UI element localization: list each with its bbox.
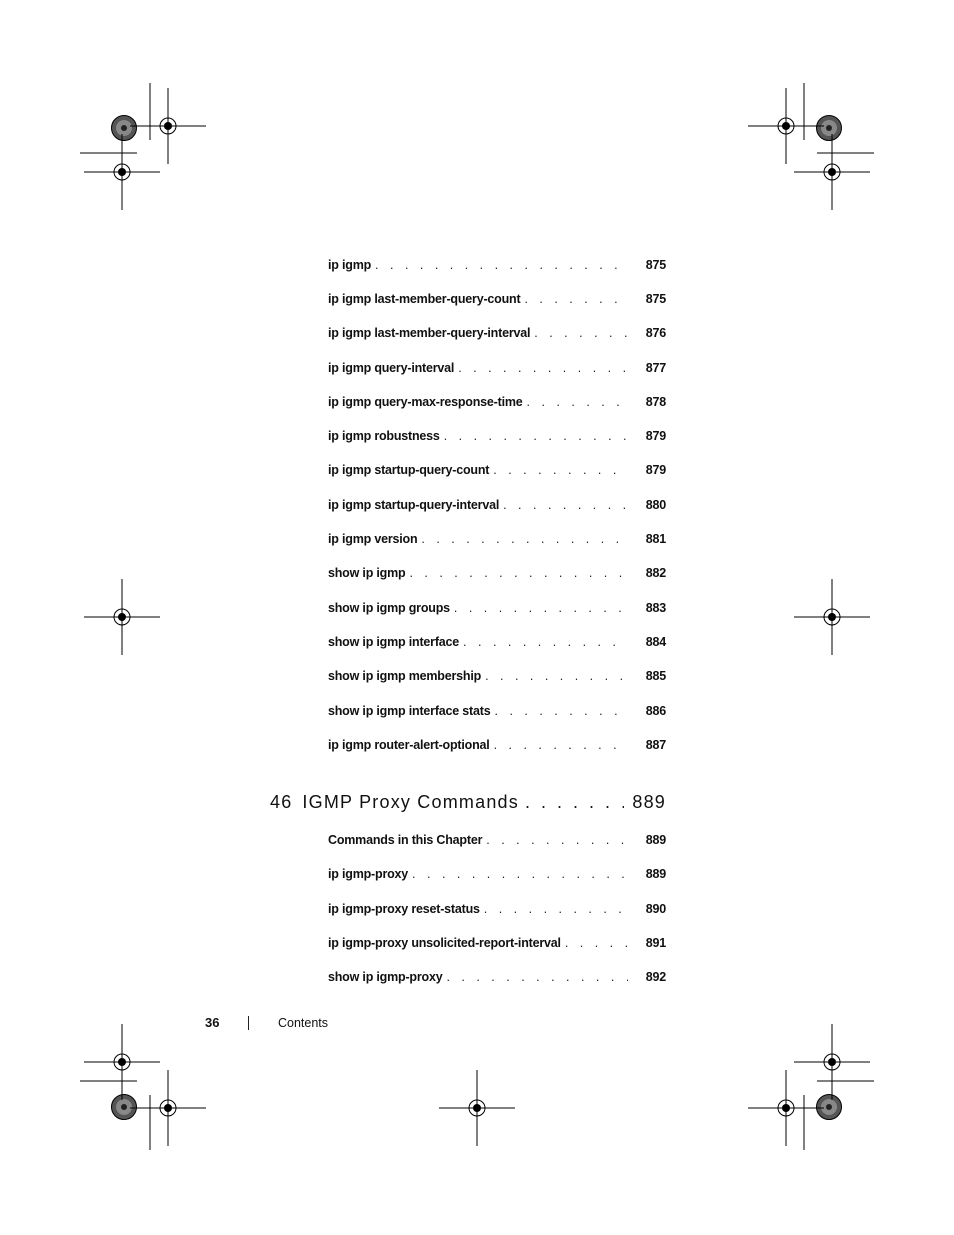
toc-entry-label: ip igmp-proxy	[328, 867, 409, 881]
dot-leader	[494, 738, 628, 752]
crosshair-icon	[748, 1070, 824, 1146]
dot-leader	[454, 601, 628, 615]
toc-entry-page: 880	[645, 498, 666, 512]
toc-entry-label: ip igmp robustness	[328, 429, 440, 443]
toc-entry-label: ip igmp last-member-query-count	[328, 292, 521, 306]
toc-entry[interactable]	[328, 395, 666, 415]
toc-entry-page: 889	[645, 867, 666, 881]
toc-entry-page: 885	[645, 669, 666, 683]
toc-entry-label: Commands in this Chapter	[328, 833, 483, 847]
crosshair-icon	[84, 1024, 160, 1100]
dot-leader	[463, 635, 628, 649]
toc-entry[interactable]	[328, 292, 666, 312]
dot-leader	[412, 867, 628, 881]
dot-leader	[495, 704, 629, 718]
crosshair-icon	[84, 134, 160, 210]
toc-entry-label: ip igmp-proxy unsolicited-report-interval	[328, 936, 561, 950]
crosshair-icon	[439, 1070, 515, 1146]
toc-entry-label: show ip igmp membership	[328, 669, 482, 683]
toc-entry-label: ip igmp router-alert-optional	[328, 738, 490, 752]
dot-leader	[444, 429, 628, 443]
toc-entry[interactable]	[328, 258, 666, 278]
dot-leader	[565, 936, 628, 950]
dot-leader	[458, 361, 628, 375]
chapter-number: 46	[270, 792, 293, 812]
toc-entry[interactable]	[328, 867, 666, 887]
dot-leader	[503, 498, 628, 512]
footer-divider	[248, 1016, 249, 1030]
dot-leader	[421, 532, 628, 546]
toc-entry[interactable]	[328, 361, 666, 381]
toc-entry-page: 886	[645, 704, 666, 718]
toc-entry[interactable]	[328, 669, 666, 689]
toc-entry-label: ip igmp version	[328, 532, 418, 546]
toc-entry-page: 889	[645, 833, 666, 847]
crosshair-icon	[794, 579, 870, 655]
toc-entry[interactable]	[328, 704, 666, 724]
toc-entry-page: 883	[645, 601, 666, 615]
toc-entry-page: 887	[645, 738, 666, 752]
crosshair-icon	[794, 1024, 870, 1100]
toc-entry[interactable]	[328, 601, 666, 621]
toc-entry-page: 879	[645, 463, 666, 477]
toc-entry-label: ip igmp startup-query-interval	[328, 498, 500, 512]
toc-entry-page: 875	[645, 292, 666, 306]
toc-entry[interactable]	[328, 498, 666, 518]
crosshair-icon	[794, 134, 870, 210]
toc-entry-label: show ip igmp-proxy	[328, 970, 443, 984]
dot-leader	[534, 326, 628, 340]
toc-entry-page: 876	[645, 326, 666, 340]
toc-entry-page: 875	[645, 258, 666, 272]
dot-leader	[524, 292, 628, 306]
running-footer-title: Contents	[278, 1016, 329, 1030]
toc-entry-page: 877	[645, 361, 666, 375]
toc-entry-label: ip igmp	[328, 258, 372, 272]
toc-entry-page: 879	[645, 429, 666, 443]
toc-entry-label: ip igmp query-max-response-time	[328, 395, 523, 409]
chapter-heading[interactable]	[270, 792, 666, 818]
toc-entry-label: ip igmp-proxy reset-status	[328, 902, 480, 916]
dot-leader	[527, 395, 628, 409]
page-number: 36	[205, 1015, 220, 1030]
crosshair-icon	[84, 579, 160, 655]
toc-entry[interactable]	[328, 902, 666, 922]
crosshair-icon	[748, 88, 824, 164]
color-star-icon	[112, 116, 137, 141]
toc-entry-label: show ip igmp	[328, 566, 406, 580]
toc-entry[interactable]	[328, 429, 666, 449]
toc-entry[interactable]	[328, 566, 666, 586]
toc-entry-page: 878	[645, 395, 666, 409]
dot-leader	[375, 258, 628, 272]
dot-leader	[493, 463, 628, 477]
color-star-icon	[817, 1095, 842, 1120]
color-star-icon	[112, 1095, 137, 1120]
toc-entry-page: 884	[645, 635, 666, 649]
dot-leader	[484, 902, 628, 916]
dot-leader	[409, 566, 628, 580]
crosshair-icon	[130, 1070, 206, 1146]
chapter-page: 889	[632, 792, 666, 812]
toc-entry-page: 881	[645, 532, 666, 546]
toc-entry-label: ip igmp query-interval	[328, 361, 455, 375]
toc-entry-label: show ip igmp groups	[328, 601, 450, 615]
toc-entry[interactable]	[328, 970, 666, 990]
dot-leader	[525, 792, 624, 813]
chapter-title: IGMP Proxy Commands	[302, 792, 519, 812]
dot-leader	[486, 833, 628, 847]
toc-entry[interactable]	[328, 463, 666, 483]
toc-entry-label: show ip igmp interface	[328, 635, 460, 649]
toc-entry-label: ip igmp last-member-query-interval	[328, 326, 531, 340]
toc-entry[interactable]	[328, 635, 666, 655]
dot-leader	[485, 669, 628, 683]
toc-entry[interactable]	[328, 532, 666, 552]
toc-entry[interactable]	[328, 326, 666, 346]
toc-entry-page: 891	[645, 936, 666, 950]
toc-entry-label: show ip igmp interface stats	[328, 704, 491, 718]
toc-entry-page: 882	[645, 566, 666, 580]
dot-leader	[446, 970, 628, 984]
crosshair-icon	[130, 88, 206, 164]
toc-entry-page: 890	[645, 902, 666, 916]
color-star-icon	[817, 116, 842, 141]
toc-entry-page: 892	[645, 970, 666, 984]
toc-entry[interactable]	[328, 738, 666, 758]
toc-entry-label: ip igmp startup-query-count	[328, 463, 490, 477]
toc-entry[interactable]	[328, 936, 666, 956]
toc-entry[interactable]	[328, 833, 666, 853]
